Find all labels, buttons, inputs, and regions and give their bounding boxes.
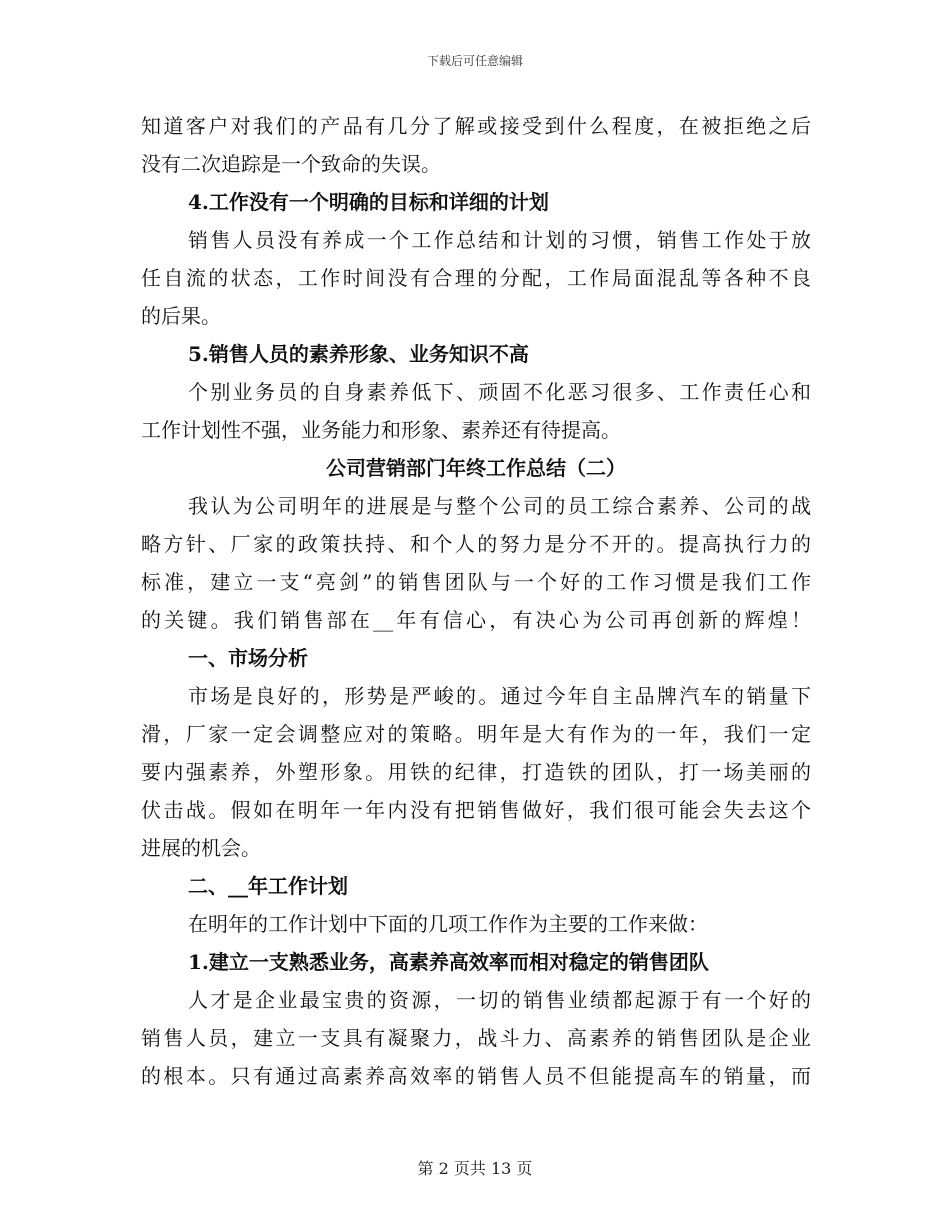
paragraph-line: 销售人员没有养成一个工作总结和计划的习惯，销售工作处于放 (188, 228, 811, 252)
paragraph-line: 没有二次追踪是一个致命的失误。 (141, 152, 441, 176)
paragraph-line: 的根本。只有通过高素养高效率的销售人员不但能提高车的销量，而 (141, 1064, 811, 1088)
paragraph-line: 标准，建立一支“亮剑”的销售团队与一个好的工作习惯是我们工作 (141, 570, 811, 594)
paragraph-line: 滑，厂家一定会调整应对的策略。明年是大有作为的一年，我们一定 (141, 722, 811, 746)
paragraph-line: 市场是良好的，形势是严峻的。通过今年自主品牌汽车的销量下 (188, 684, 811, 708)
paragraph-line: 的关键。我们销售部在__年有信心，有决心为公司再创新的辉煌！ (141, 608, 811, 632)
paragraph-line: 在明年的工作计划中下面的几项工作作为主要的工作来做： (188, 912, 708, 936)
paragraph-line: 工作计划性不强，业务能力和形象、素养还有待提高。 (141, 418, 621, 442)
paragraph-line: 伏击战。假如在明年一年内没有把销售做好，我们很可能会失去这个 (141, 798, 811, 822)
paragraph-line: 知道客户对我们的产品有几分了解或接受到什么程度，在被拒绝之后 (141, 114, 811, 138)
paragraph-line: 略方针、厂家的政策扶持、和个人的努力是分不开的。提高执行力的 (141, 532, 811, 556)
section-heading: 一、市场分析 (188, 646, 308, 670)
section-heading: 二、__年工作计划 (188, 874, 348, 898)
paragraph-line: 任自流的状态，工作时间没有合理的分配，工作局面混乱等各种不良 (141, 266, 811, 290)
paragraph-line: 人才是企业最宝贵的资源，一切的销售业绩都起源于有一个好的 (188, 988, 811, 1012)
document-title: 公司营销部门年终工作总结（二） (326, 456, 626, 480)
paragraph-line: 要内强素养，外塑形象。用铁的纪律，打造铁的团队，打一场美丽的 (141, 760, 811, 784)
paragraph-line: 销售人员，建立一支具有凝聚力，战斗力、高素养的销售团队是企业 (141, 1026, 811, 1050)
document-body (141, 107, 811, 1095)
paragraph-line: 个别业务员的自身素养低下、顽固不化恶习很多、工作责任心和 (188, 380, 811, 404)
paragraph-line: 我认为公司明年的进展是与整个公司的员工综合素养、公司的战 (188, 494, 811, 518)
section-heading: 4.工作没有一个明确的目标和详细的计划 (188, 190, 549, 214)
page-number: 第 2 页共 13 页 (417, 1159, 533, 1178)
page-header-note: 下载后可任意编辑 (426, 54, 523, 68)
paragraph-line: 进展的机会。 (141, 836, 261, 860)
section-heading: 1.建立一支熟悉业务，高素养高效率而相对稳定的销售团队 (188, 950, 709, 974)
paragraph-line: 的后果。 (141, 304, 221, 328)
section-heading: 5.销售人员的素养形象、业务知识不高 (188, 342, 529, 366)
